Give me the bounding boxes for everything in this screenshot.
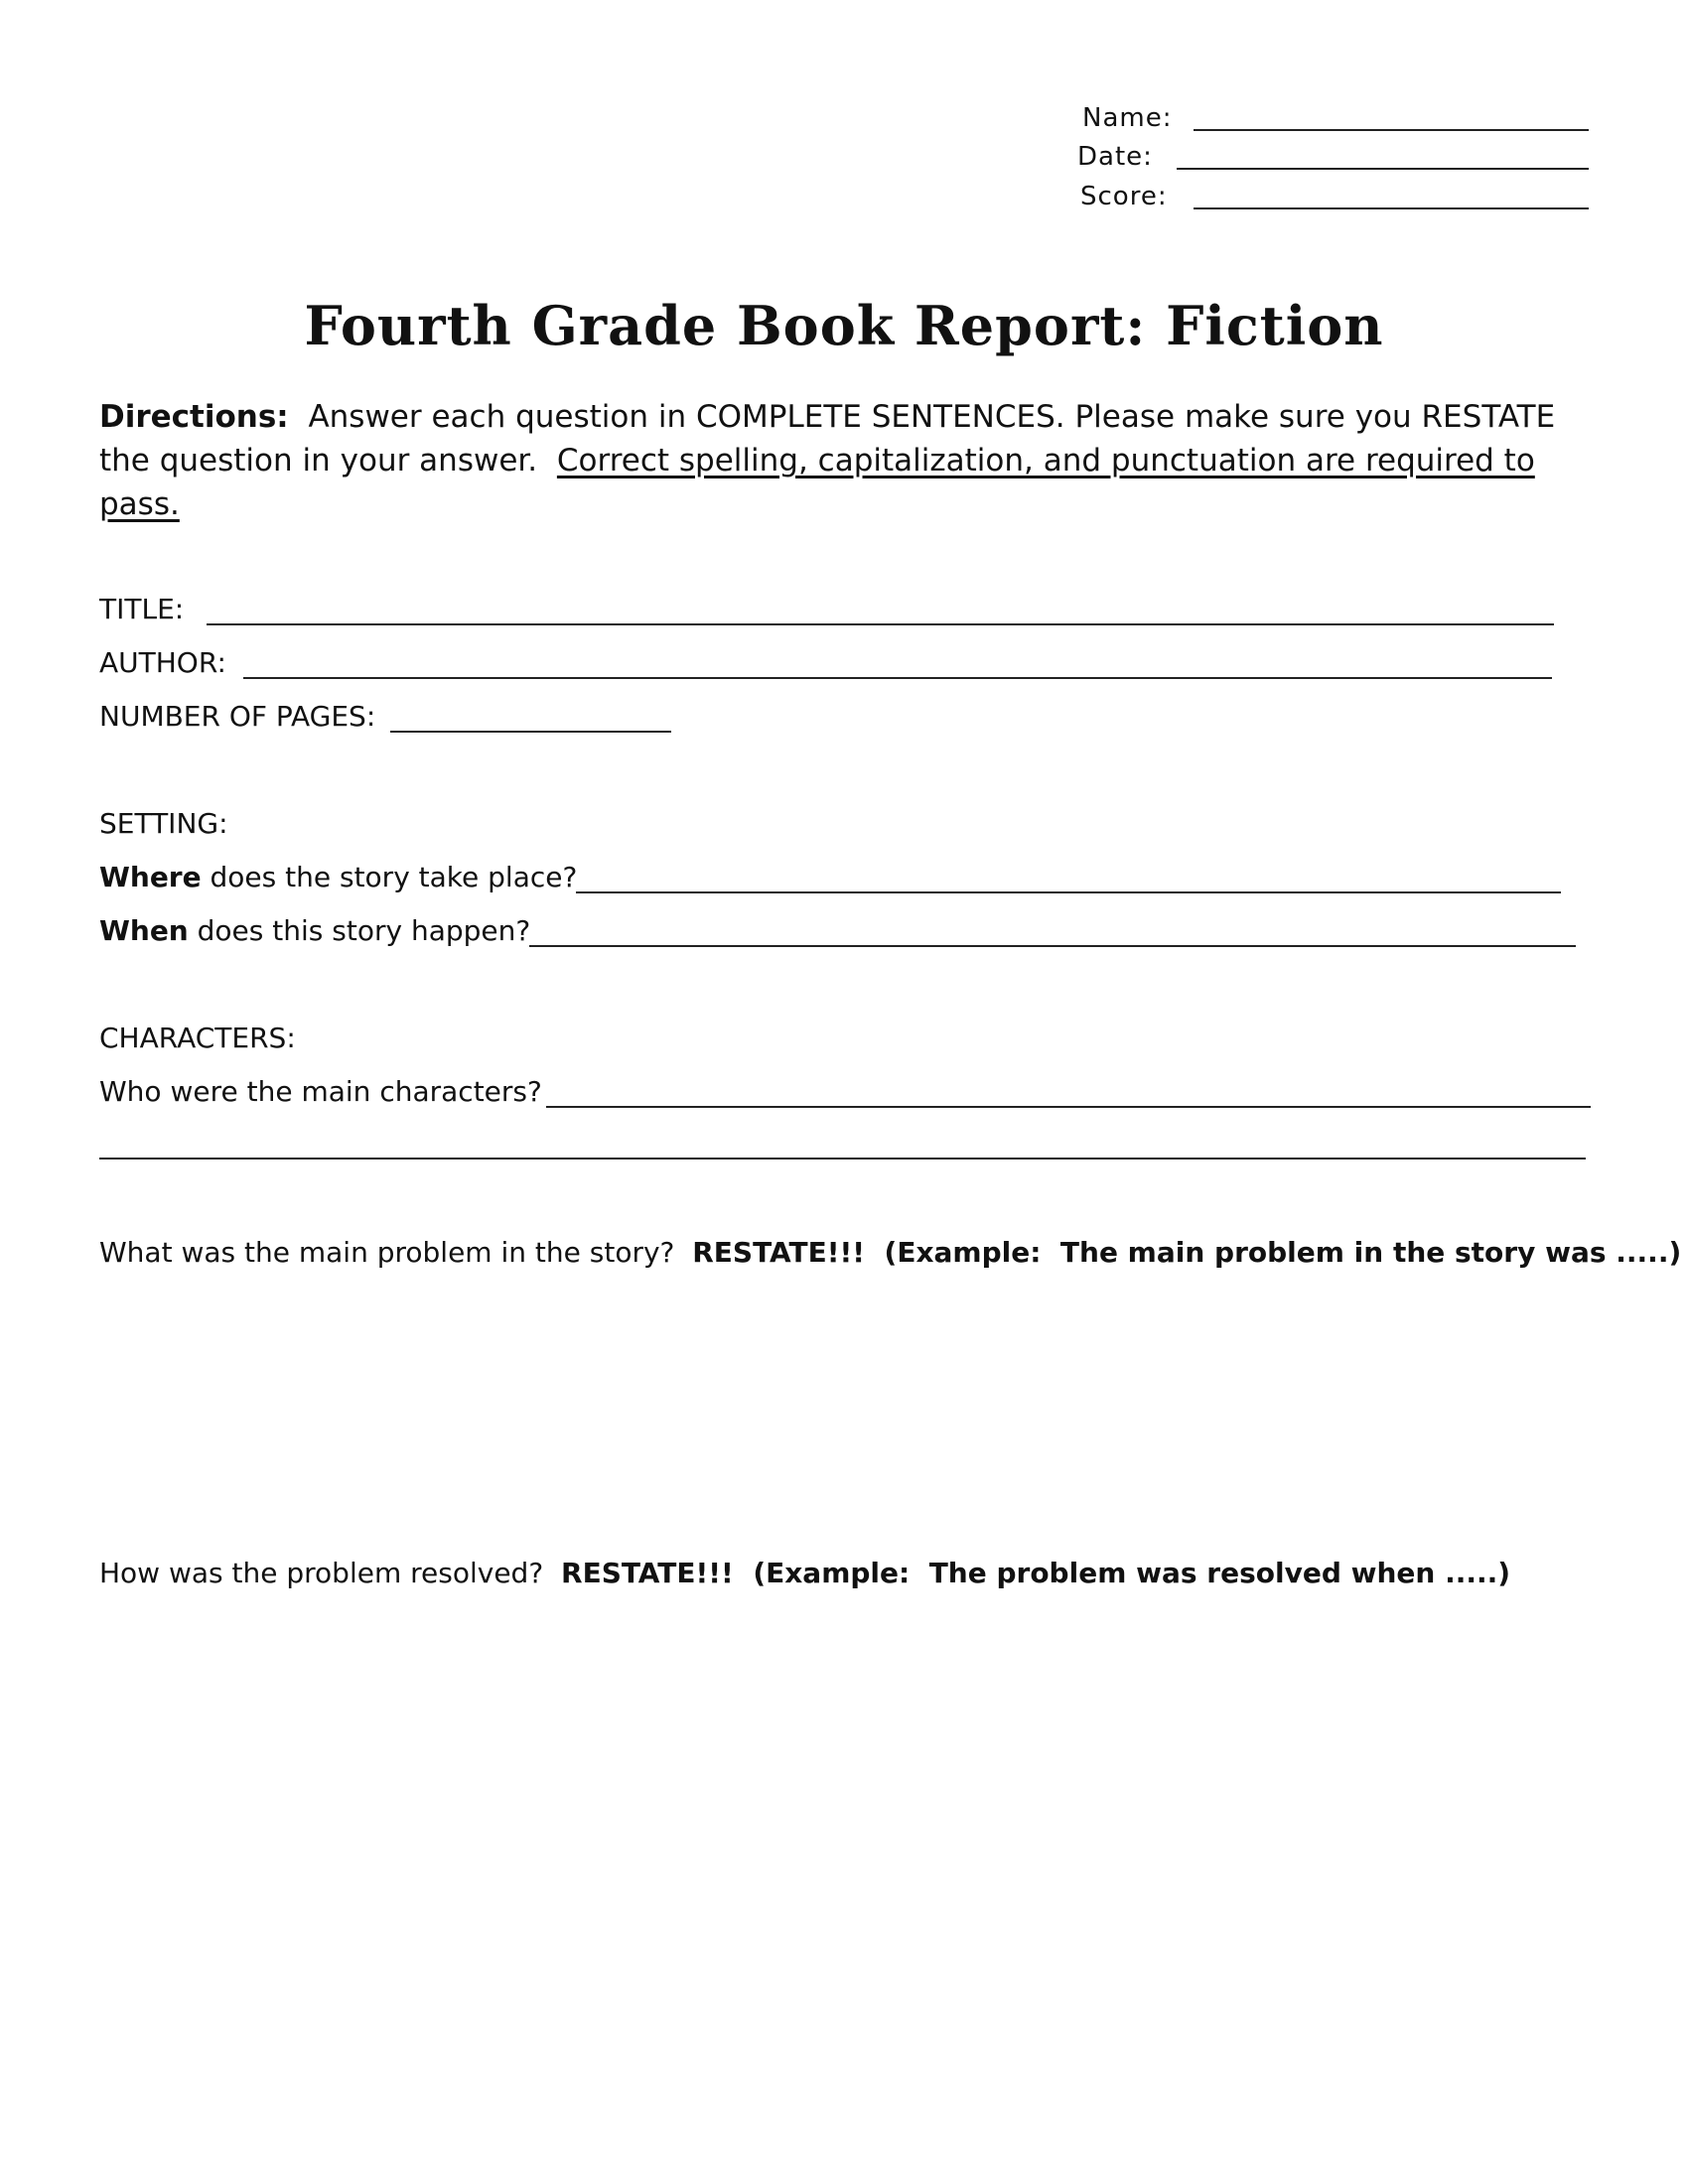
when-rest: does this story happen? — [188, 914, 531, 947]
characters-question: Who were the main characters? — [99, 1075, 542, 1108]
problem-restate: RESTATE!!! (Example: The main problem in the story was .....) — [692, 1236, 1682, 1269]
where-bold: Where — [99, 861, 202, 893]
score-label: Score: — [1080, 182, 1168, 211]
score-field[interactable] — [1194, 207, 1589, 209]
where-answer-field[interactable] — [576, 891, 1561, 893]
resolution-question: How was the problem resolved? — [99, 1557, 544, 1589]
where-rest: does the story take place? — [201, 861, 578, 893]
name-field[interactable] — [1194, 129, 1589, 131]
page-title: Fourth Grade Book Report: Fiction — [304, 294, 1384, 357]
problem-question-line — [99, 1236, 1681, 1269]
pages-field[interactable] — [390, 731, 671, 733]
characters-heading: CHARACTERS: — [99, 1022, 296, 1054]
title-label: TITLE: — [99, 593, 185, 625]
resolution-question-line — [99, 1557, 1510, 1589]
characters-answer-field[interactable] — [546, 1106, 1591, 1108]
setting-heading: SETTING: — [99, 807, 228, 840]
author-label: AUTHOR: — [99, 646, 226, 679]
title-field[interactable] — [207, 623, 1554, 625]
directions-requirement: Correct spelling, capitalization, and punctuation are required to pass. — [99, 443, 1535, 522]
pages-label: NUMBER OF PAGES: — [99, 700, 376, 733]
where-question — [99, 861, 577, 893]
when-question — [99, 914, 530, 947]
characters-answer-field-2[interactable] — [99, 1158, 1586, 1160]
date-label: Date: — [1077, 142, 1153, 172]
directions — [99, 395, 1589, 526]
date-field[interactable] — [1177, 168, 1589, 170]
when-bold: When — [99, 914, 189, 947]
author-field[interactable] — [243, 677, 1552, 679]
problem-question: What was the main problem in the story? — [99, 1236, 675, 1269]
directions-label: Directions: — [99, 399, 289, 435]
name-label: Name: — [1082, 103, 1173, 133]
directions-text: Answer each question in COMPLETE SENTENCES. Please make sure you RESTATE the question in your answer. — [99, 399, 1556, 478]
resolution-restate: RESTATE!!! (Example: The problem was resolved when .....) — [561, 1557, 1511, 1589]
when-answer-field[interactable] — [529, 945, 1576, 947]
